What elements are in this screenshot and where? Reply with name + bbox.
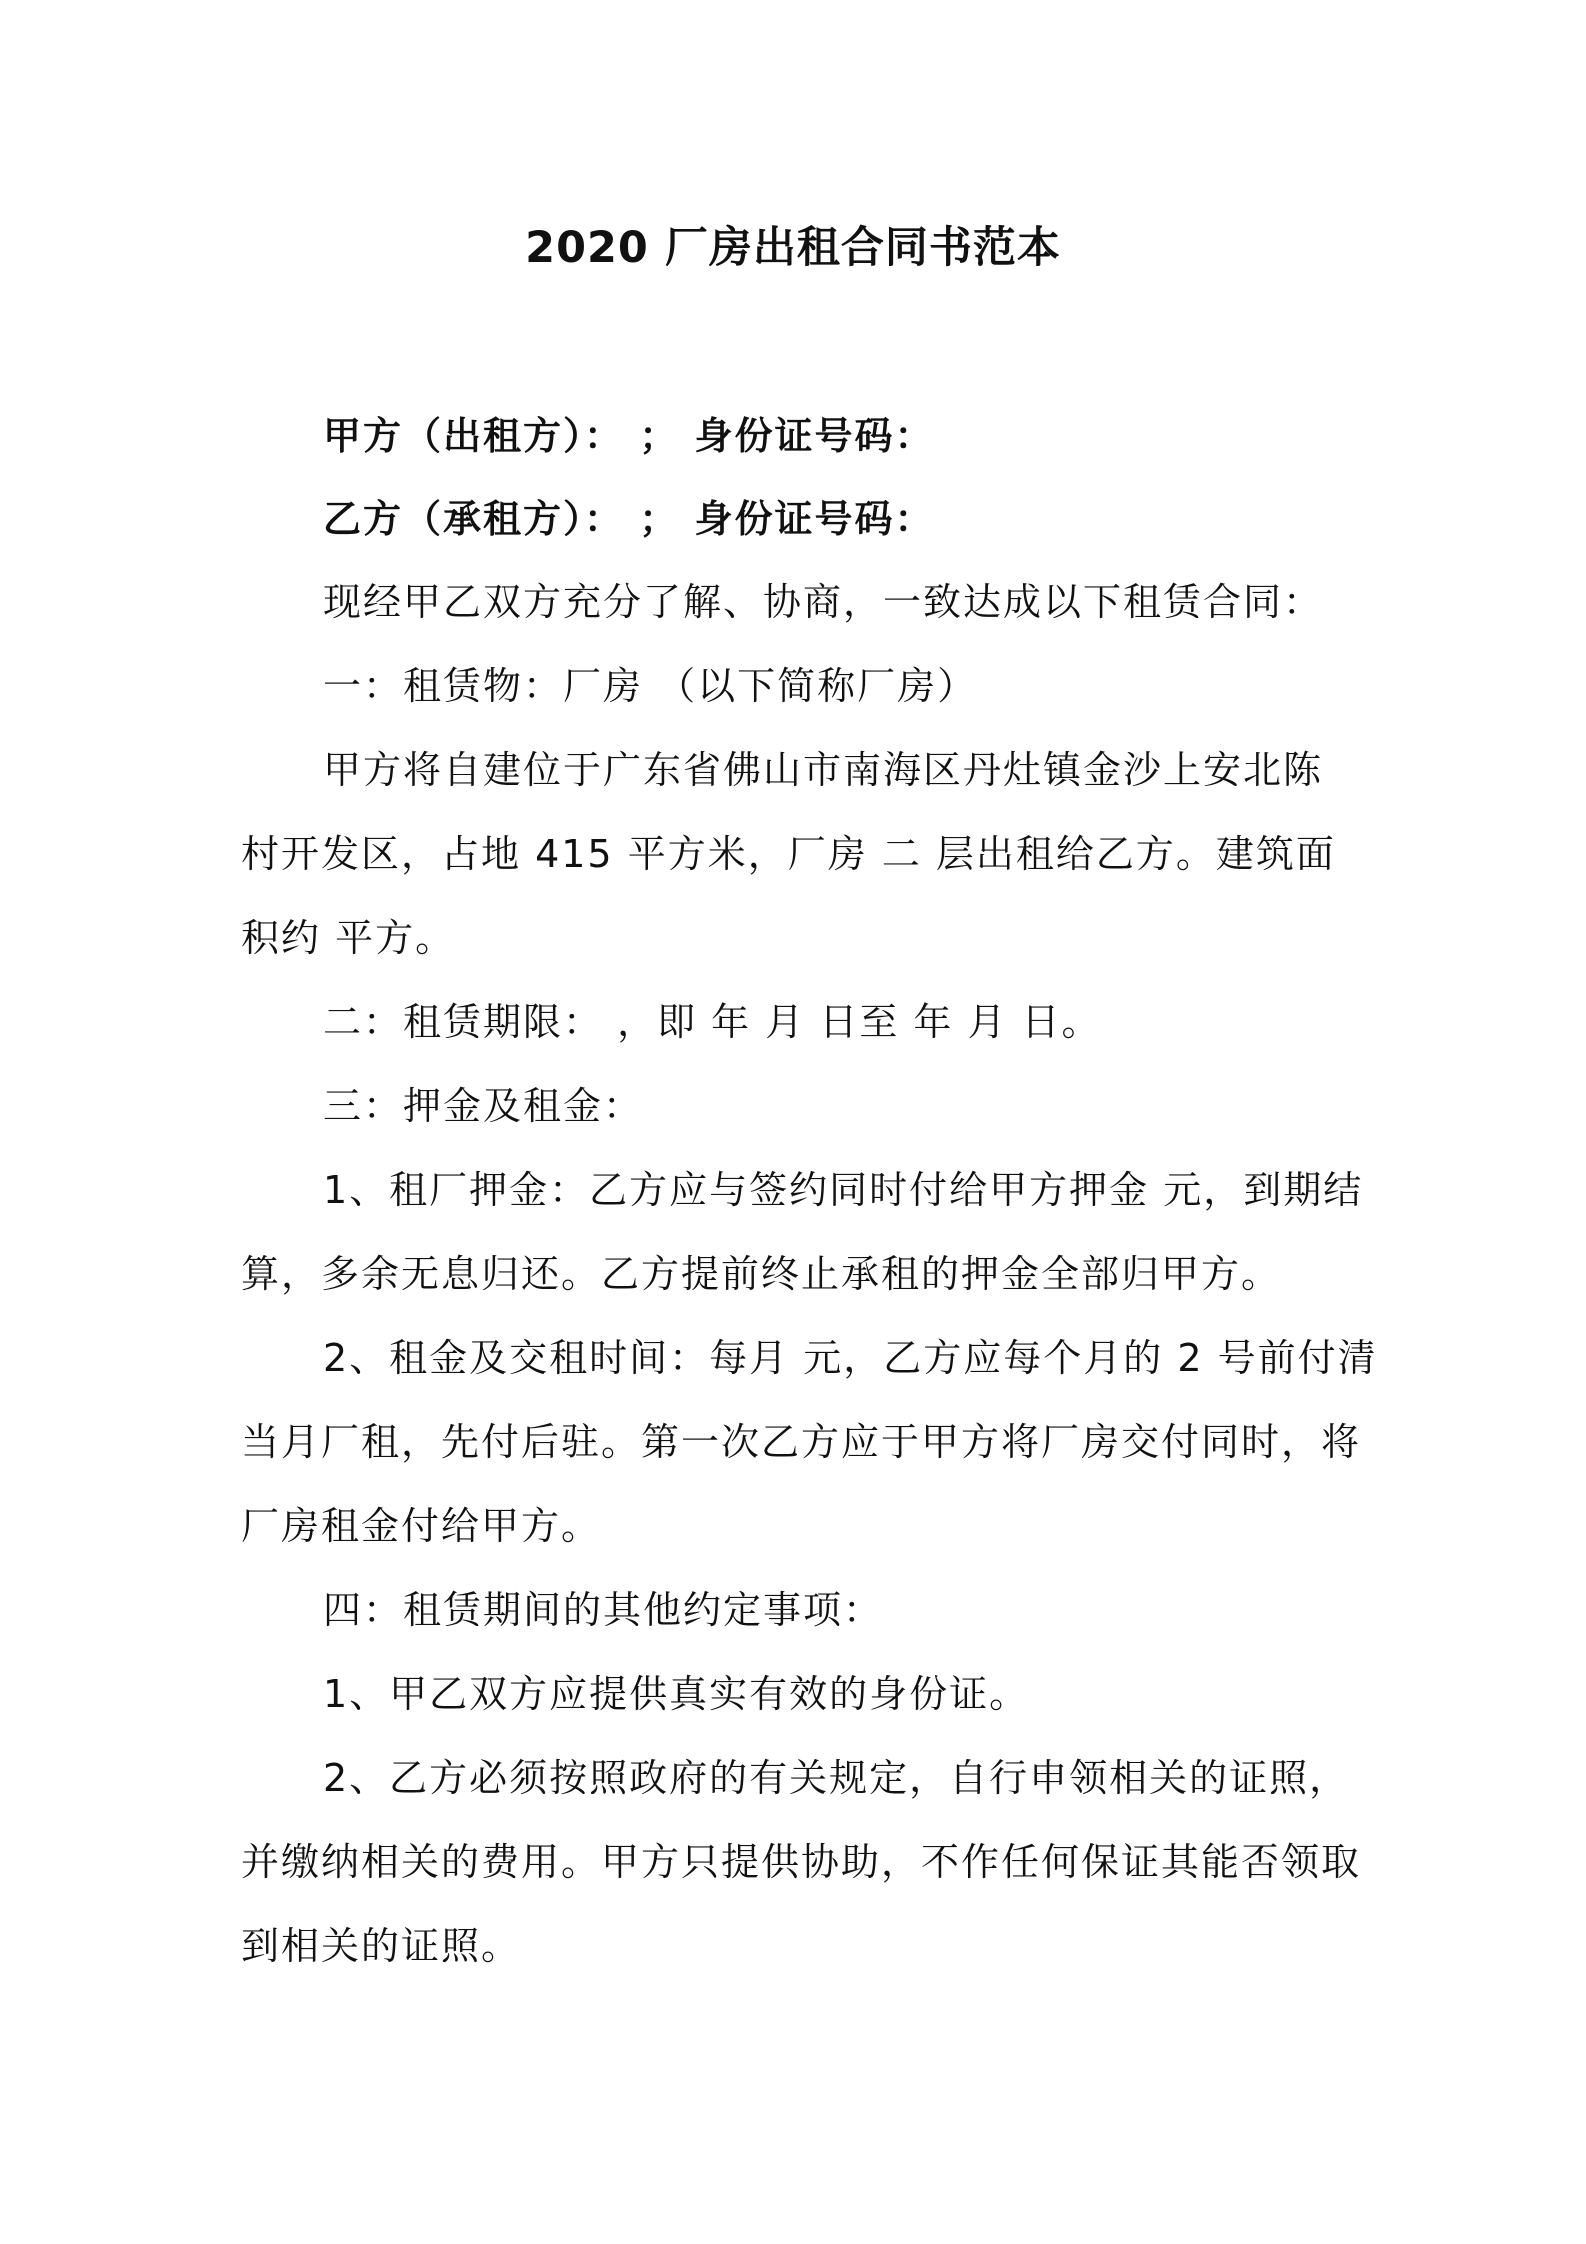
document-title: 2020 厂房出租合同书范本	[525, 223, 1061, 273]
rent-line-2: 当月厂租，先付后驻。第一次乙方应于甲方将厂房交付同时，将	[241, 1420, 1362, 1464]
other-terms-item-1: 1、甲乙双方应提供真实有效的身份证。	[323, 1672, 1030, 1716]
other-terms-item-2-line-1: 2、乙方必须按照政府的有关规定，自行申领相关的证照，	[323, 1756, 1350, 1800]
section-1-paragraph-line-3: 积约 平方。	[241, 916, 456, 960]
section-1-heading: 一：租赁物：厂房 （以下简称厂房）	[323, 664, 978, 708]
section-1-paragraph-line-2: 村开发区，占地 415 平方米，厂房 二 层出租给乙方。建筑面	[241, 832, 1336, 876]
section-2-heading: 二：租赁期限： ，即 年 月 日至 年 月 日。	[323, 1000, 1102, 1044]
other-terms-item-2-line-3: 到相关的证照。	[241, 1924, 522, 1968]
agreement-intro: 现经甲乙双方充分了解、协商，一致达成以下租赁合同：	[323, 580, 1324, 624]
section-1-paragraph-line-1: 甲方将自建位于广东省佛山市南海区丹灶镇金沙上安北陈	[323, 748, 1324, 792]
other-terms-item-2-line-2: 并缴纳相关的费用。甲方只提供协助，不作任何保证其能否领取	[241, 1840, 1362, 1884]
deposit-line-1: 1、租厂押金：乙方应与签约同时付给甲方押金 元，到期结	[323, 1168, 1364, 1212]
deposit-line-2: 算，多余无息归还。乙方提前终止承租的押金全部归甲方。	[241, 1252, 1282, 1296]
section-4-heading: 四：租赁期间的其他约定事项：	[323, 1588, 884, 1632]
rent-line-3: 厂房租金付给甲方。	[241, 1504, 602, 1548]
party-b-line: 乙方（承租方）： ； 身份证号码：	[323, 497, 935, 541]
section-3-heading: 三：押金及租金：	[323, 1084, 644, 1128]
party-a-line: 甲方（出租方）： ； 身份证号码：	[323, 414, 935, 458]
rent-line-1: 2、租金及交租时间：每月 元，乙方应每个月的 2 号前付清	[323, 1336, 1378, 1380]
